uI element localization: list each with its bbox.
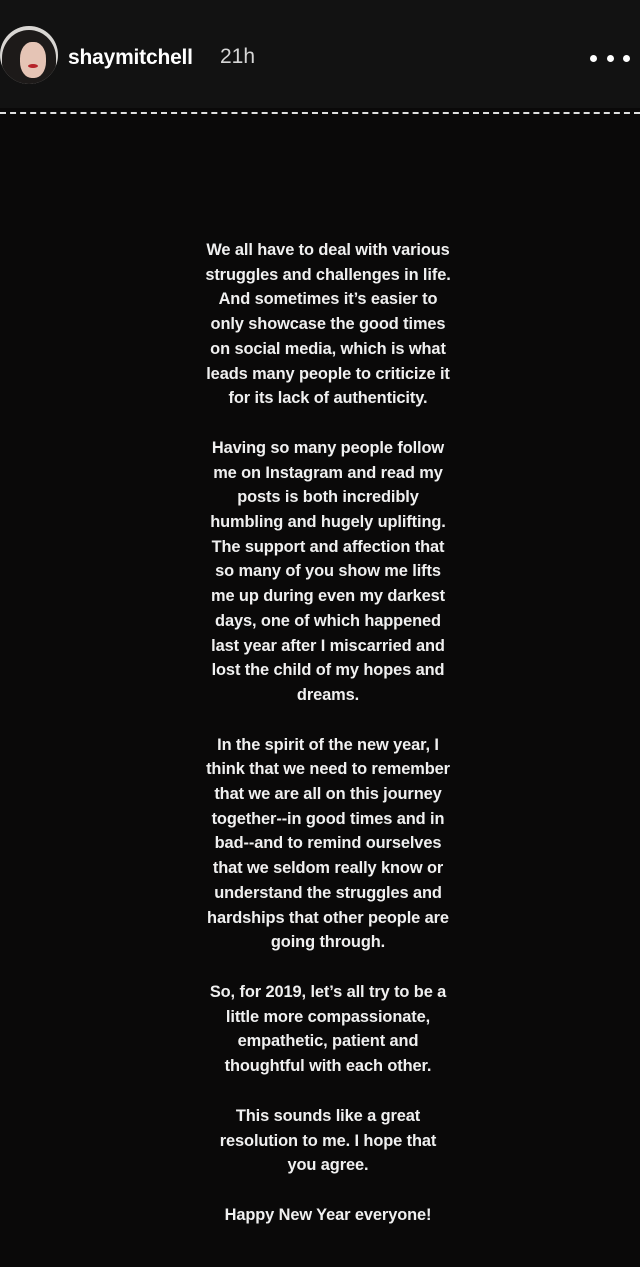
story-line: empathetic, patient and [237,1032,419,1051]
story-line: dreams. [296,685,360,704]
story-line: bad--and to remind ourselves [214,834,442,853]
more-options-button[interactable] [590,48,630,68]
avatar[interactable] [0,26,58,84]
story-line: think that we need to remember [206,760,450,779]
more-dots-icon [607,55,614,62]
story-line: going through. [270,933,386,952]
story-line: days, one of which happened [215,611,441,630]
story-line: little more compassionate, [225,1007,431,1026]
avatar-lips [28,64,38,68]
story-line: humbling and hugely uplifting. [210,513,446,532]
story-line: you agree. [287,1156,369,1175]
story-line: hardships that other people are [207,908,449,927]
story-line: together--in good times and in [211,809,445,828]
story-line: This sounds like a great [235,1106,421,1125]
story-line: so many of you show me lifts [215,562,441,581]
story-line: for its lack of authenticity. [228,389,428,408]
story-line: that we seldom really know or [212,859,444,878]
story-line: that we are all on this journey [214,785,442,804]
story-line: In the spirit of the new year, I [217,735,439,754]
more-dots-icon [590,55,597,62]
story-line: last year after I miscarried and [211,636,445,655]
story-text [180,238,476,1253]
username[interactable]: shaymitchell [68,46,193,69]
story-paragraph-2 [180,436,476,708]
more-dots-icon [623,55,630,62]
story-header [0,0,640,108]
story-line: Having so many people follow [211,438,445,457]
story-line: So, for 2019, let’s all try to be a [209,982,447,1001]
story-line: understand the struggles and [214,883,442,902]
story-paragraph-6 [180,1203,476,1228]
story-line: lost the child of my hopes and [211,661,445,680]
story-line: only showcase the good times [210,315,446,334]
story-line: And sometimes it’s easier to [218,290,438,309]
story-line: posts is both incredibly [237,488,419,507]
story-progress-bar [0,112,640,114]
story-paragraph-4 [180,980,476,1079]
story-paragraph-5 [180,1104,476,1178]
story-line: me on Instagram and read my [213,463,443,482]
story-line: me up during even my darkest [210,587,446,606]
story-line: We all have to deal with various [206,241,450,259]
story-line: thoughtful with each other. [224,1057,432,1076]
post-time: 21h [220,45,256,68]
story-line: struggles and challenges in life. [205,265,451,284]
story-paragraph-3 [180,733,476,955]
story-line: leads many people to criticize it [206,364,450,383]
story-line: The support and affection that [211,537,445,556]
story-paragraph-1 [180,238,476,411]
story-line: on social media, which is what [210,339,446,358]
story-line: Happy New Year everyone! [224,1205,432,1224]
avatar-face [20,42,46,78]
story-line: resolution to me. I hope that [219,1131,437,1150]
